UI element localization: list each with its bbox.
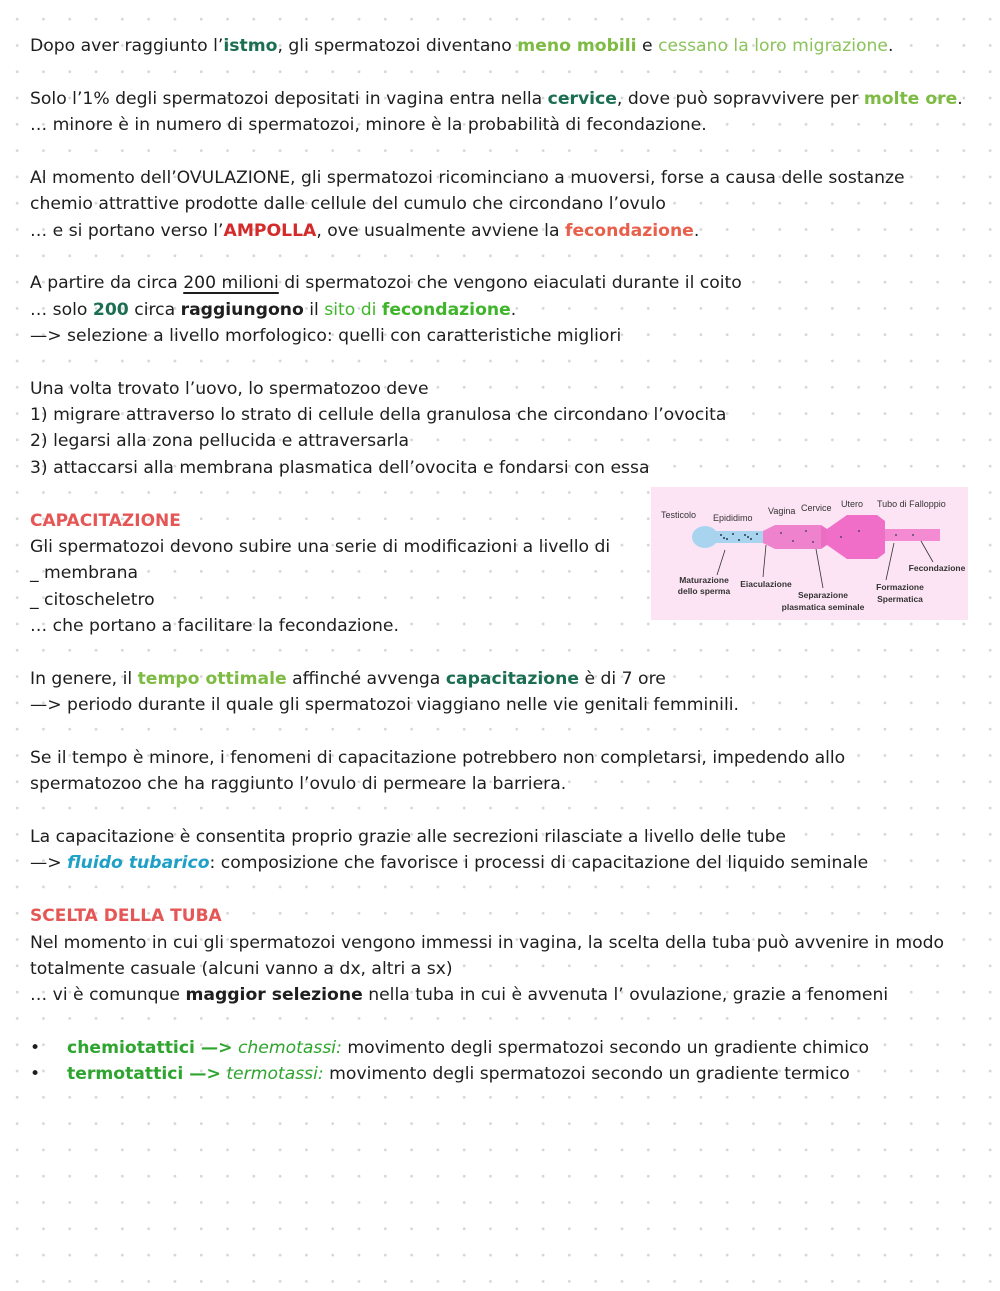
paragraph-line: —> periodo durante il quale gli spermatozoi viaggiano nelle vie genitali femminili. — [30, 695, 739, 715]
text: , dove può sopravvivere per — [616, 89, 864, 109]
testicle-shape — [692, 526, 718, 548]
text: … e si portano verso l’ — [30, 221, 224, 241]
label-tubo: Tubo di Falloppio — [877, 499, 946, 509]
paragraph-line: Gli spermatozoi devono subire una serie di modificazioni a livello di — [30, 537, 611, 557]
paragraph-line: chemio attrattive prodotte dalle cellule del cumulo che circondano l’ovulo — [30, 194, 666, 214]
paragraph-line: _ membrana — [30, 563, 139, 583]
vagina-shape — [763, 525, 821, 549]
highlight-ampolla: AMPOLLA — [223, 221, 317, 241]
label-cervice: Cervice — [801, 503, 832, 513]
text: . — [887, 36, 894, 56]
text: . — [510, 300, 517, 320]
text: di spermatozoi che vengono eiaculati durante il coito — [278, 273, 742, 293]
paragraph-fluido-tubarico — [30, 850, 868, 876]
heading-scelta-della-tuba: SCELTA DELLA TUBA — [30, 906, 222, 926]
paragraph-line: … che portano a facilitare la fecondazione. — [30, 616, 399, 636]
highlight-fecondazione-site: fecondazione — [381, 300, 511, 320]
text: A partire da circa — [30, 273, 184, 293]
label-spermatica: Spermatica — [877, 594, 923, 604]
paragraph-line: 2) legarsi alla zona pellucida e attraversarla — [30, 431, 410, 451]
paragraph-line: Nel momento in cui gli spermatozoi vengono immessi in vagina, la scelta della tuba può avvenire in modo — [30, 933, 945, 953]
text: movimento degli spermatozoi secondo un gradiente chimico — [341, 1038, 869, 1058]
text: … vi è comunque — [30, 985, 186, 1005]
paragraph-line: spermatozoo che ha raggiunto l’ovulo di permeare la barriera. — [30, 774, 567, 794]
label-formazione: Formazione — [876, 582, 924, 592]
highlight-capacitazione: capacitazione — [445, 669, 579, 689]
cervix-shape — [821, 525, 827, 549]
heading-capacitazione: CAPACITAZIONE — [30, 511, 181, 531]
paragraph-line: totalmente casuale (alcuni vanno a dx, altri a sx) — [30, 959, 453, 979]
label-vagina: Vagina — [768, 506, 796, 516]
highlight-200: 200 — [92, 300, 129, 320]
highlight-fluido-tubarico: fluido tubarico — [67, 853, 210, 873]
list-item — [30, 1035, 975, 1061]
text: , gli spermatozoi diventano — [277, 36, 518, 56]
paragraph-maggior-selezione — [30, 982, 888, 1008]
sperm-path-diagram — [651, 487, 968, 620]
label-maturazione: Maturazione — [679, 575, 729, 585]
text: e — [636, 36, 659, 56]
label-eiaculazione: Eiaculazione — [740, 579, 792, 589]
highlight-sito-di: sito di — [324, 300, 382, 320]
text: In genere, il — [30, 669, 138, 689]
bold-raggiungono: raggiungono — [180, 300, 304, 320]
text: , ove usualmente avviene la — [316, 221, 565, 241]
label-utero: Utero — [841, 499, 864, 509]
text: nella tuba in cui è avvenuta l’ ovulazione, grazie a fenomeni — [362, 985, 889, 1005]
paragraph-ampolla — [30, 218, 699, 244]
highlight-tempo-ottimale: tempo ottimale — [137, 669, 287, 689]
paragraph-line: La capacitazione è consentita proprio grazie alle secrezioni rilasciate a livello delle tube — [30, 827, 786, 847]
bullet-icon: • — [30, 1064, 41, 1084]
text: movimento degli spermatozoi secondo un gradiente termico — [323, 1064, 850, 1084]
paragraph-line: _ citoscheletro — [30, 590, 155, 610]
text: è di 7 ore — [579, 669, 666, 689]
epididymis-shape — [715, 531, 763, 543]
highlight-cessano: cessano la loro migrazione — [658, 36, 888, 56]
highlight-meno-mobili: meno mobili — [517, 36, 637, 56]
paragraph-istmo — [30, 33, 893, 59]
paragraph-line: 1) migrare attraverso lo strato di cellule della granulosa che circondano l’ovocita — [30, 405, 727, 425]
text: il — [303, 300, 325, 320]
paragraph-line: 3) attaccarsi alla membrana plasmatica dell’ovocita e fondarsi con essa — [30, 458, 650, 478]
text: . — [957, 89, 963, 109]
term-termotattici: termotattici —> — [67, 1064, 221, 1084]
label-plasmatica-seminale: plasmatica seminale — [781, 602, 865, 612]
label-testicolo: Testicolo — [661, 510, 697, 520]
paragraph-line: —> selezione a livello morfologico: quelli con caratteristiche migliori — [30, 326, 622, 346]
text: affinché avvenga — [286, 669, 446, 689]
term-chemotassi: chemotassi: — [232, 1038, 342, 1058]
paragraph-cervice — [30, 86, 963, 112]
list-item — [30, 1061, 975, 1087]
paragraph-line: … minore è in numero di spermatozoi, minore è la probabilità di fecondazione. — [30, 115, 707, 135]
paragraph-tempo-ottimale — [30, 666, 666, 692]
label-separazione: Separazione — [797, 590, 849, 600]
paragraph-line: Al momento dell’OVULAZIONE, gli spermatozoi ricominciano a muoversi, forse a causa delle sostanze — [30, 168, 905, 188]
highlight-cervice: cervice — [547, 89, 617, 109]
term-termotassi: termotassi: — [220, 1064, 324, 1084]
text: circa — [128, 300, 181, 320]
term-chemiotattici: chemiotattici —> — [67, 1038, 233, 1058]
bullet-icon: • — [30, 1038, 41, 1058]
text: —> — [30, 853, 68, 873]
label-fecondazione: Fecondazione — [908, 563, 966, 573]
bold-maggior-selezione: maggior selezione — [185, 985, 363, 1005]
text: : composizione che favorisce i processi di capacitazione del liquido seminale — [209, 853, 869, 873]
paragraph-200-milioni — [30, 270, 742, 296]
highlight-molte-ore: molte ore — [863, 89, 958, 109]
label-epididimo: Epididimo — [713, 513, 753, 523]
text: . — [693, 221, 700, 241]
paragraph-200-raggiungono — [30, 297, 516, 323]
text: … solo — [30, 300, 93, 320]
paragraph-line: Se il tempo è minore, i fenomeni di capacitazione potrebbero non completarsi, impedendo allo — [30, 748, 846, 768]
text: Solo l’1% degli spermatozoi depositati in vagina entra nella — [30, 89, 548, 109]
text: Dopo aver raggiunto l’ — [30, 36, 224, 56]
paragraph-line: Una volta trovato l’uovo, lo spermatozoo deve — [30, 379, 429, 399]
highlight-istmo: istmo — [223, 36, 278, 56]
label-dello-sperma: dello sperma — [677, 586, 731, 596]
highlight-fecondazione: fecondazione — [564, 221, 694, 241]
underlined-200-milioni: 200 milioni — [183, 273, 279, 293]
